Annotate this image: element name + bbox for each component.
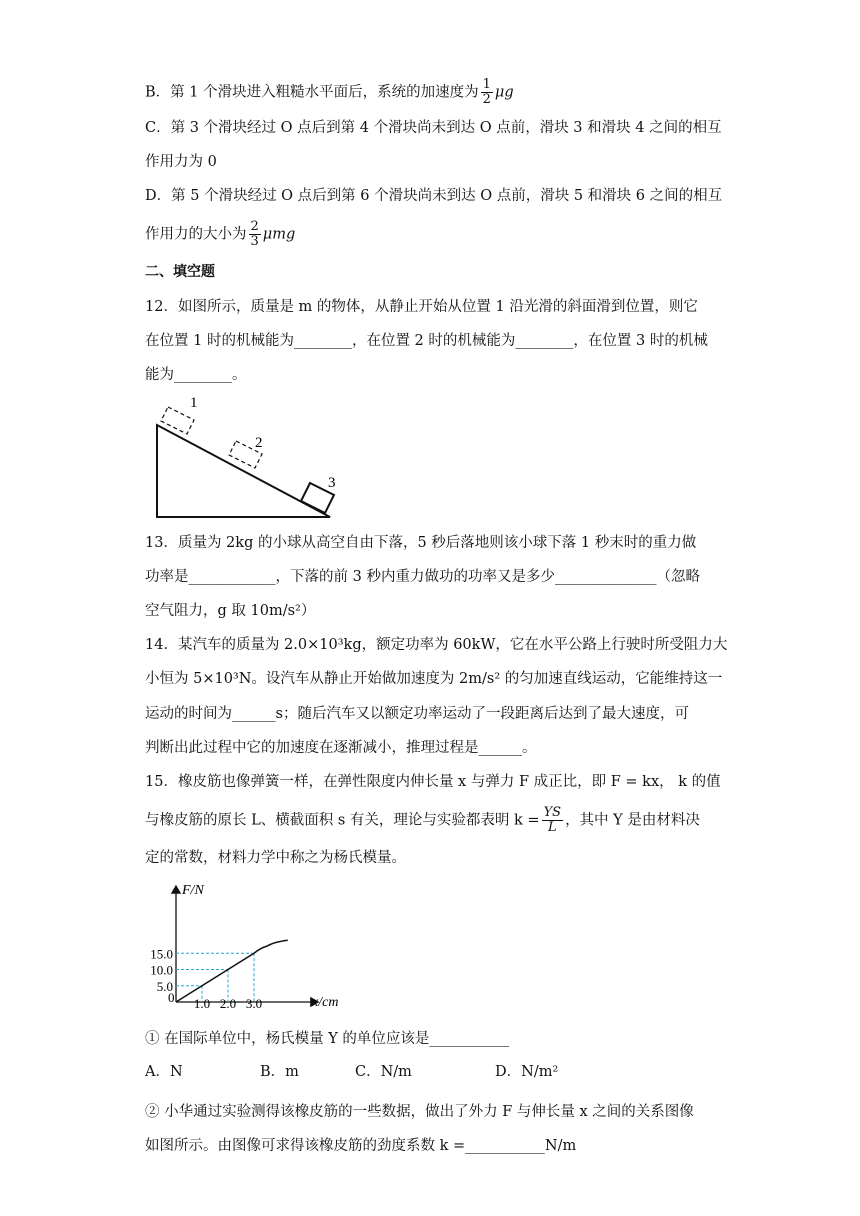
q11-option-b-text: B．第 1 个滑块进入粗糙水平面后，系统的加速度为 xyxy=(145,84,479,101)
q15-line3: 定的常数，材料力学中称之为杨氏模量。 xyxy=(145,850,406,866)
label-3: 3 xyxy=(328,475,336,491)
section-title: 二、填空题 xyxy=(145,264,215,280)
x-tick-labels xyxy=(194,996,262,1008)
x-axis-label: x/cm xyxy=(312,995,339,1008)
x-tick-label-2: 3.0 xyxy=(245,996,263,1008)
q14-line3: 运动的时间为______s；随后汽车又以额定功率运动了一段距离后达到了最大速度，可 xyxy=(145,706,689,722)
q15-line1: 15．橡皮筋也像弹簧一样，在弹性限度内伸长量 x 与弹力 F 成正比，即 F = kx， k 的值 xyxy=(145,774,721,790)
q15-options xyxy=(145,1060,705,1080)
force-extension-chart xyxy=(140,880,370,1008)
label-1: 1 xyxy=(190,395,198,411)
q14-line1: 14．某汽车的质量为 2.0×10³kg，额定功率为 60kW，它在水平公路上行驶时所受阻力大 xyxy=(145,637,728,653)
incline-figure xyxy=(150,395,350,520)
series-lines xyxy=(176,940,288,1002)
y-tick-label-0: 5.0 xyxy=(156,978,173,994)
fraction-ys-over-l: $\frac{YS}{L}$ xyxy=(543,805,562,835)
x-tick-label-1: 2.0 xyxy=(219,996,237,1008)
x-tick-label-0: 1.0 xyxy=(193,996,211,1008)
fraction: $\frac{2}{3}$ xyxy=(250,219,259,249)
y-tick-label-1: 10.0 xyxy=(150,962,173,978)
q15-line2: 与橡皮筋的原长 L、横截面积 s 有关，理论与实验都表明 k = $\frac{YS}{L}$ ，其中 Y 是由材料决 xyxy=(145,805,700,835)
q11-option-d-line1: D．第 5 个滑块经过 O 点后到第 6 个滑块尚未到达 O 点前，滑块 5 和滑块 6 之间的相互 xyxy=(145,188,723,204)
y-tick-labels xyxy=(150,946,173,994)
label-2: 2 xyxy=(255,435,263,451)
q11-option-c-line1: C．第 3 个滑块经过 O 点后到第 4 个滑块尚未到达 O 点前，滑块 3 和滑块 4 之间的相互 xyxy=(145,120,722,136)
q13-line1: 13．质量为 2kg 的小球从高空自由下落，5 秒后落地则该小球下落 1 秒末时的重力做 xyxy=(145,535,697,551)
linear-segment xyxy=(176,953,254,1002)
q12-line2: 在位置 1 时的机械能为________，在位置 2 时的机械能为________，在位置 3 时的机械 xyxy=(145,333,708,349)
option-b: B．m xyxy=(260,1064,299,1080)
y-tick-label-2: 15.0 xyxy=(150,946,173,962)
mu-mg: μmg xyxy=(262,226,296,243)
q15-sub1: ① 在国际单位中，杨氏模量 Y 的单位应该是___________ xyxy=(145,1031,510,1047)
y-axis-label: F/N xyxy=(182,883,204,898)
option-a: A．N xyxy=(145,1064,183,1080)
q14-line4: 判断出此过程中它的加速度在逐渐减小，推理过程是______。 xyxy=(145,740,537,756)
curved-segment xyxy=(254,940,288,953)
q15-sub2-line1: ② 小华通过实验测得该橡皮筋的一些数据，做出了外力 F 与伸长量 x 之间的关系图像 xyxy=(145,1104,694,1120)
q15-sub2-line2: 如图所示。由图像可求得该橡皮筋的劲度系数 k =___________N/m xyxy=(145,1138,577,1154)
q11-option-b xyxy=(145,78,514,107)
option-c: C．N/m xyxy=(355,1064,412,1080)
q13-line2: 功率是____________，下落的前 3 秒内重力做功的功率又是多少______________（忽略 xyxy=(145,569,700,585)
option-d: D．N/m² xyxy=(495,1064,559,1080)
q12-line3: 能为________。 xyxy=(145,367,247,383)
fraction: $\frac{1}{2}$ xyxy=(482,77,491,107)
mu-g: μg xyxy=(494,84,514,101)
q11-option-c-line2: 作用力为 0 xyxy=(145,154,217,170)
q13-line3: 空气阻力，g 取 10m/s²） xyxy=(145,603,316,619)
q11-option-d-line2: 作用力的大小为 $\frac{2}{3}$ μmg xyxy=(145,219,296,249)
q12-line1: 12．如图所示，质量是 m 的物体，从静止开始从位置 1 沿光滑的斜面滑到位置，则它 xyxy=(145,299,698,315)
q14-line2: 小恒为 5×10³N。设汽车从静止开始做加速度为 2m/s² 的匀加速直线运动，它能维持这一 xyxy=(145,671,723,687)
origin-label: 0 xyxy=(168,990,175,1005)
